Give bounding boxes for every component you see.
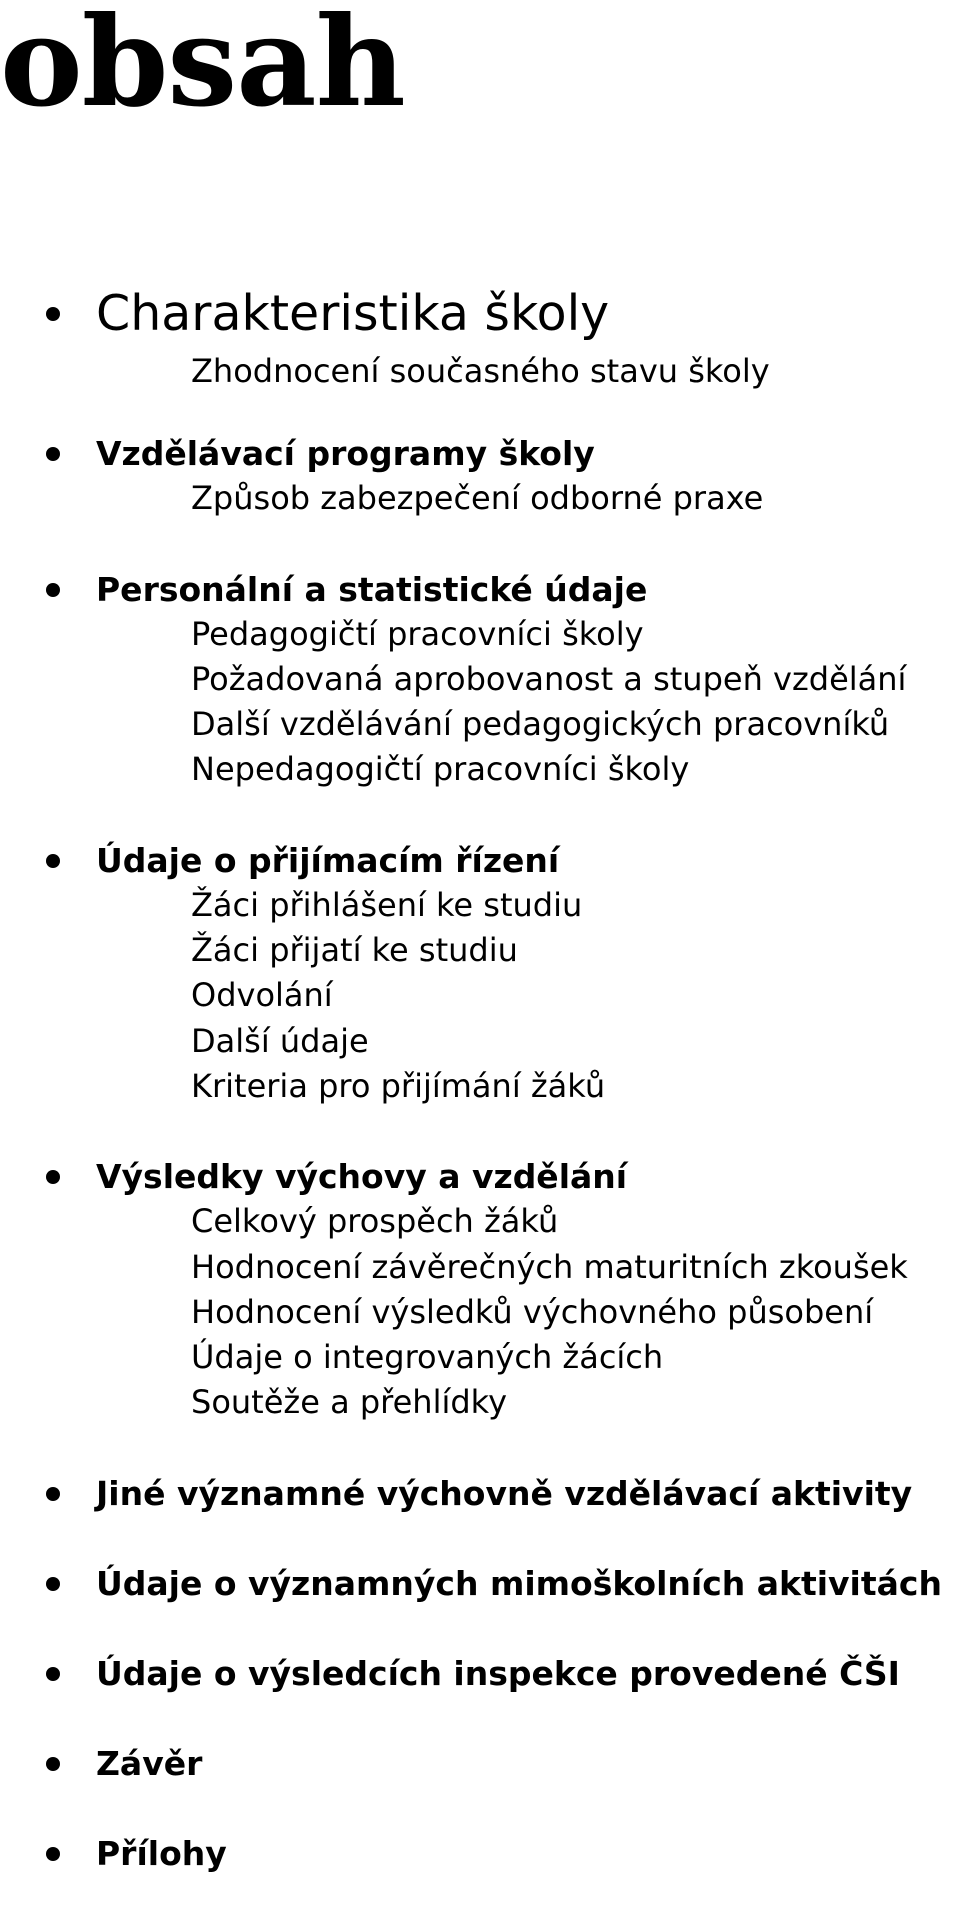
section-heading: Charakteristika školy	[96, 285, 610, 342]
sub-item: Další údaje	[191, 1021, 369, 1060]
toc-section	[0, 1832, 960, 1876]
section-heading: Údaje o výsledcích inspekce provedené ČŠI	[96, 1653, 900, 1693]
section-heading: Personální a statistické údaje	[96, 569, 648, 609]
sub-item: Údaje o integrovaných žácích	[191, 1338, 664, 1377]
section-heading: Údaje o přijímacím řízení	[96, 840, 560, 880]
sub-list	[96, 612, 960, 793]
section-heading: Vzdělávací programy školy	[96, 434, 595, 474]
sub-item: Kriteria pro přijímání žáků	[191, 1066, 606, 1105]
page-title: obsah	[0, 0, 405, 135]
bullet-icon	[46, 1170, 60, 1184]
toc-section	[0, 432, 960, 521]
sub-list	[96, 883, 960, 1109]
section-heading: Jiné významné výchovně vzdělávací aktivity	[96, 1473, 913, 1513]
toc-section	[0, 1155, 960, 1425]
sub-item: Žáci přijatí ke studiu	[191, 931, 518, 970]
sub-item: Celkový prospěch žáků	[191, 1202, 559, 1241]
toc-section	[0, 1742, 960, 1786]
sub-item: Pedagogičtí pracovníci školy	[191, 614, 644, 653]
toc-section	[0, 568, 960, 793]
sub-list	[96, 1199, 960, 1425]
sub-item: Požadovaná aprobovanost a stupeň vzdělání	[191, 659, 907, 698]
sub-item: Žáci přihlášení ke studiu	[191, 885, 583, 924]
sub-item: Hodnocení výsledků výchovného působení	[191, 1292, 874, 1331]
section-heading: Údaje o významných mimoškolních aktivitách	[96, 1563, 942, 1603]
toc-section	[0, 839, 960, 1109]
bullet-icon	[46, 1577, 60, 1591]
toc-section	[0, 1652, 960, 1696]
bullet-icon	[46, 583, 60, 597]
bullet-icon	[46, 1667, 60, 1681]
toc-section	[0, 1562, 960, 1606]
bullet-icon	[46, 854, 60, 868]
section-heading: Výsledky výchovy a vzdělání	[96, 1157, 628, 1197]
sub-item: Nepedagogičtí pracovníci školy	[191, 750, 690, 789]
toc-section	[0, 1472, 960, 1516]
bullet-icon	[46, 447, 60, 461]
section-heading: Závěr	[96, 1743, 203, 1783]
bullet-icon	[46, 1487, 60, 1501]
sub-item: Další vzdělávání pedagogických pracovníků	[191, 705, 890, 744]
sub-item: Zhodnocení současného stavu školy	[191, 352, 770, 390]
bullet-icon	[46, 307, 60, 321]
sub-item: Hodnocení závěrečných maturitních zkoušek	[191, 1247, 908, 1286]
toc-section	[0, 283, 960, 394]
table-of-contents	[0, 283, 960, 1922]
sub-list	[96, 349, 960, 394]
sub-item: Soutěže a přehlídky	[191, 1383, 507, 1422]
section-heading: Přílohy	[96, 1833, 227, 1873]
sub-item: Způsob zabezpečení odborné praxe	[191, 479, 764, 518]
sub-list	[96, 476, 960, 521]
sub-item: Odvolání	[191, 976, 333, 1015]
bullet-icon	[46, 1757, 60, 1771]
bullet-icon	[46, 1847, 60, 1861]
